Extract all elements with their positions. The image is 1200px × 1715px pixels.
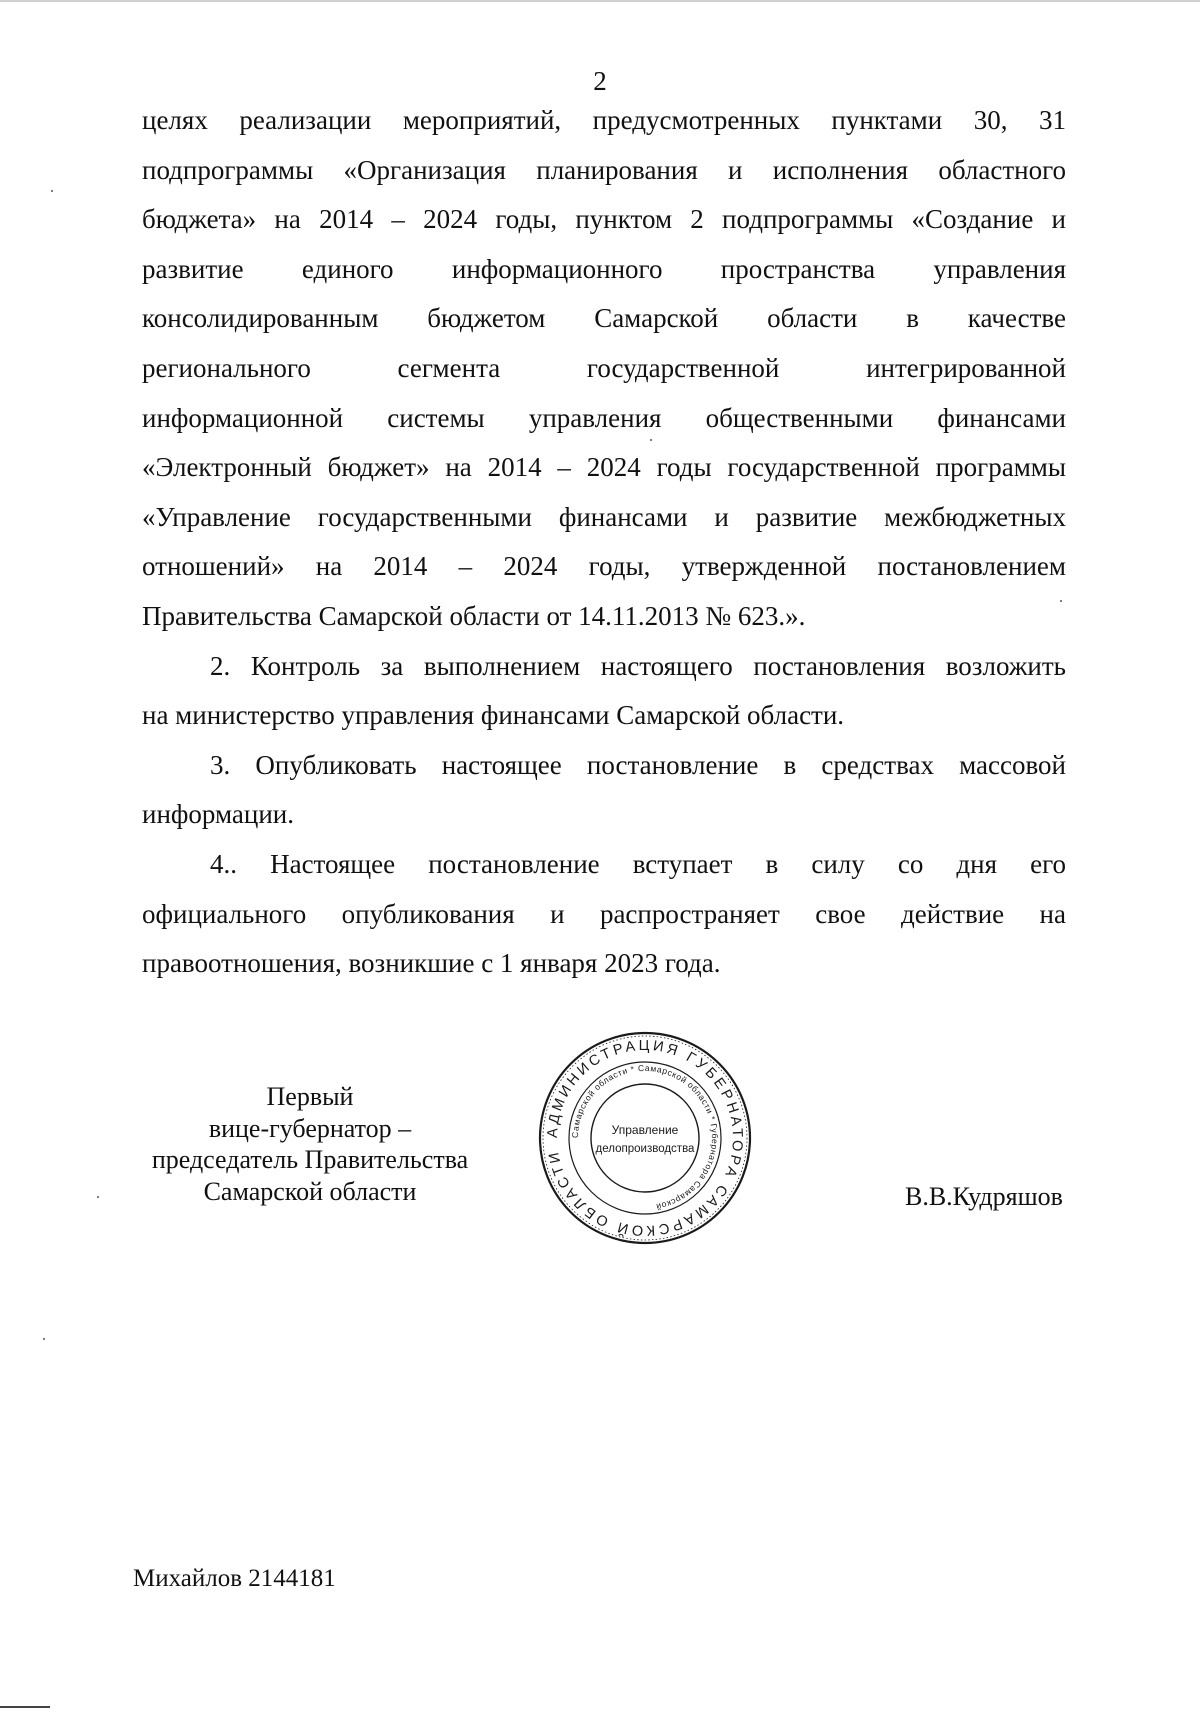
signatory-title-line: Первый — [266, 1082, 354, 1111]
signatory-title — [140, 1081, 480, 1207]
body-line: «Управление государственными финансами и развитие межбюджетных — [142, 501, 1066, 532]
body-line: информации. — [142, 799, 294, 830]
signatory-title-line: вице-губернатор – — [208, 1113, 412, 1143]
body-line: 4.. Настоящее постановление вступает в силу со дня его — [210, 848, 1066, 879]
body-line: регионального сегмента государственной интегрированной — [142, 352, 1066, 383]
body-line: информационной системы управления общественными финансами — [142, 402, 1066, 433]
stamp-center-line-1: Управление — [611, 1123, 679, 1137]
official-stamp-seal — [535, 1028, 755, 1248]
body-line: 2. Контроль за выполнением настоящего постановления возложить — [210, 650, 1066, 681]
body-line: бюджета» на 2014 – 2024 годы, пунктом 2 подпрограммы «Создание и — [142, 204, 1066, 235]
signatory-title-line: председатель Правительства — [151, 1145, 469, 1174]
scan-speck — [43, 1338, 45, 1340]
signatory-title-line: Самарской области — [203, 1176, 417, 1206]
body-line: целях реализации мероприятий, предусмотренных пунктами 30, 31 — [142, 105, 1066, 135]
document-body — [142, 96, 1066, 989]
body-line: отношений» на 2014 – 2024 годы, утвержденной постановлением — [142, 551, 1066, 582]
signatory-name: В.В.Кудряшов — [905, 1182, 1063, 1211]
body-line: 3. Опубликовать настоящее постановление в средствах массовой — [210, 749, 1066, 780]
stamp-inner-text: Самарской области * Самарской области * Губернатора Самарской — [569, 1062, 721, 1213]
body-line: подпрограммы «Организация планирования и исполнения областного — [142, 154, 1066, 185]
body-line: развитие единого информационного пространства управления — [142, 253, 1066, 284]
body-line: Правительства Самарской области от 14.11.2013 № 623.». — [142, 600, 806, 631]
executor-contact: Михайлов 2144181 — [133, 1565, 336, 1592]
page-number: 2 — [593, 66, 607, 96]
scan-speck — [97, 1196, 99, 1198]
stamp-outer-text: АДМИНИСТРАЦИЯ ГУБЕРНАТОРА САМАРСКОЙ ОБЛАСТИ — [544, 1037, 746, 1239]
scan-speck — [1060, 600, 1062, 602]
stamp-center-line-2: делопроизводства — [595, 1143, 695, 1155]
body-line: на министерство управления финансами Самарской области. — [142, 700, 845, 731]
scan-bottom-edge — [0, 1706, 50, 1708]
body-line: «Электронный бюджет» на 2014 – 2024 годы государственной программы — [142, 452, 1066, 483]
scan-speck — [51, 190, 53, 192]
body-line: официального опубликования и распространяет свое действие на — [142, 898, 1066, 929]
scan-top-edge — [0, 0, 1200, 2]
scan-speck — [650, 439, 652, 441]
body-line: правоотношения, возникшие с 1 января 2023 года. — [142, 948, 721, 979]
body-line: консолидированным бюджетом Самарской области в качестве — [142, 303, 1066, 334]
